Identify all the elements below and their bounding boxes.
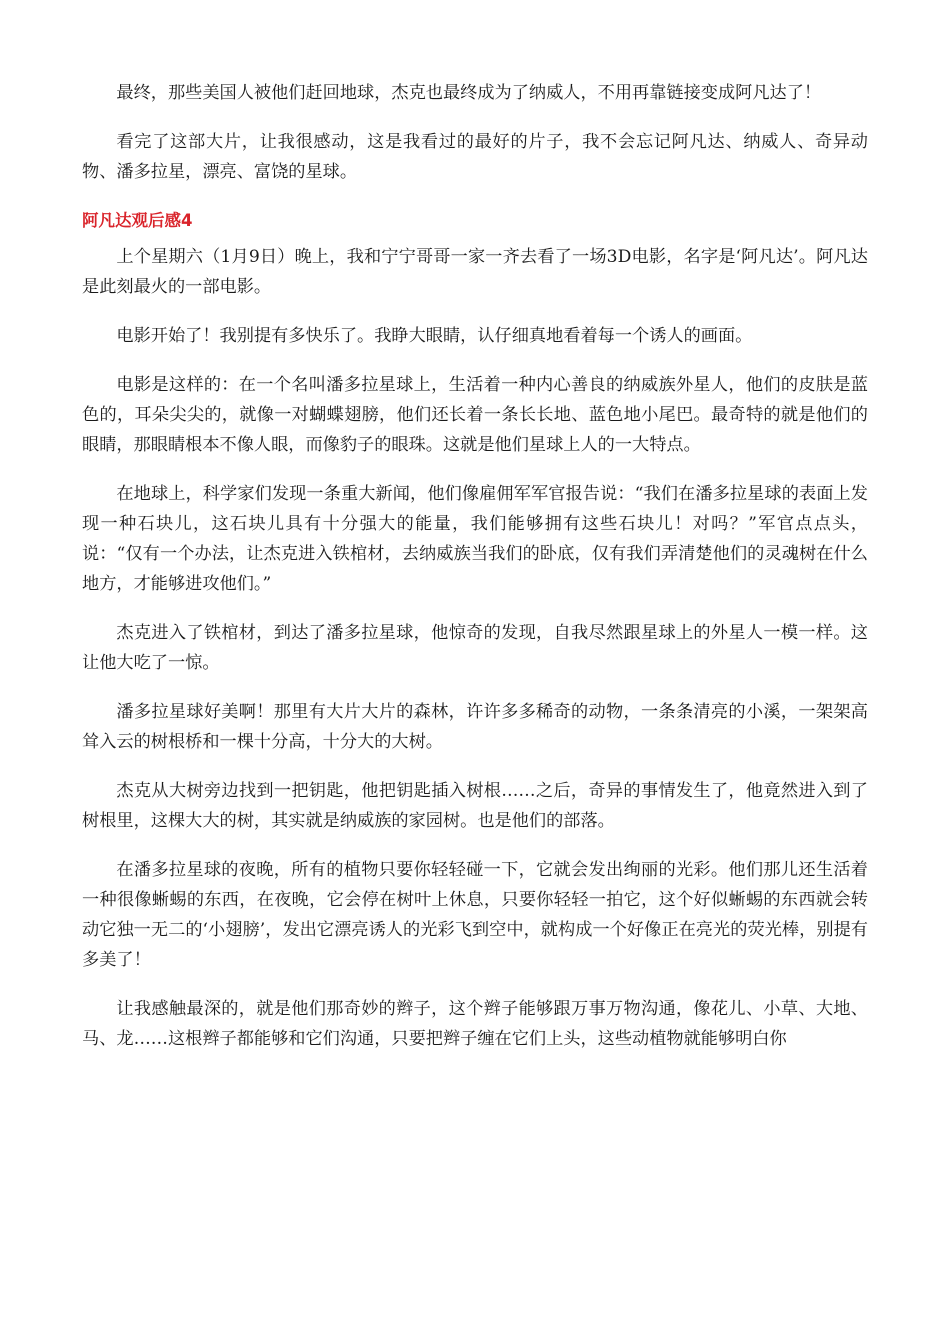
paragraph-pandora-beauty: 潘多拉星球好美啊！那里有大片大片的森林，许许多多稀奇的动物，一条条清亮的小溪，一架架高耸入云的树根桥和一棵十分高，十分大的大树。	[82, 702, 868, 752]
paragraph-intro: 上个星期六（1月9日）晚上，我和宁宁哥哥一家一齐去看了一场3D电影，名字是‘阿凡达’。阿凡达是此刻最火的一部电影。	[82, 247, 868, 297]
section-heading: 阿凡达观后感4	[82, 211, 193, 230]
paragraph-night: 在潘多拉星球的夜晚，所有的植物只要你轻轻碰一下，它就会发出绚丽的光彩。他们那儿还生活着一种很像蜥蜴的东西，在夜晚，它会停在树叶上休息，只要你轻轻一拍它，这个好似蜥蜴的东西就会转动它独一无二的‘小翅膀’，发出它漂亮诱人的光彩飞到空中，就构成一个好像正在亮光的荧光棒，别提有多美了！	[82, 860, 868, 970]
paragraph-braid: 让我感触最深的，就是他们那奇妙的辫子，这个辫子能够跟万事万物沟通，像花儿、小草、大地、马、龙……这根辫子都能够和它们沟通，只要把辫子缠在它们上头，这些动植物就能够明白你	[82, 999, 868, 1049]
paragraph-home-tree: 杰克从大树旁边找到一把钥匙，他把钥匙插入树根……之后，奇异的事情发生了，他竟然进入到了树根里，这棵大大的树，其实就是纳威族的家园树。也是他们的部落。	[82, 781, 868, 831]
paragraph-movie-start: 电影开始了！我别提有多快乐了。我睁大眼睛，认仔细真地看着每一个诱人的画面。	[116, 326, 753, 346]
paragraph-ending: 最终，那些美国人被他们赶回地球，杰克也最终成为了纳威人，不用再靠链接变成阿凡达了！	[116, 83, 822, 103]
paragraph-jake-arrives: 杰克进入了铁棺材，到达了潘多拉星球，他惊奇的发现，自我尽然跟星球上的外星人一模一样。这让他大吃了一惊。	[82, 623, 868, 673]
paragraph-reflection: 看完了这部大片，让我很感动，这是我看过的最好的片子，我不会忘记阿凡达、纳威人、奇异动物、潘多拉星，漂亮、富饶的星球。	[82, 132, 868, 182]
document-page	[82, 78, 868, 1073]
paragraph-navi-description: 电影是这样的：在一个名叫潘多拉星球上，生活着一种内心善良的纳威族外星人，他们的皮肤是蓝色的，耳朵尖尖的，就像一对蝴蝶翅膀，他们还长着一条长长地、蓝色地小尾巴。最奇特的就是他们的眼睛，那眼睛根本不像人眼，而像豹子的眼珠。这就是他们星球上人的一大特点。	[82, 375, 868, 455]
paragraph-scientists: 在地球上，科学家们发现一条重大新闻，他们像雇佣军军官报告说：“我们在潘多拉星球的表面上发现一种石块儿，这石块儿具有十分强大的能量，我们能够拥有这些石块儿！对吗？”军官点点头，说：“仅有一个办法，让杰克进入铁棺材，去纳威族当我们的卧底，仅有我们弄清楚他们的灵魂树在什么地方，才能够进攻他们。”	[82, 484, 868, 594]
